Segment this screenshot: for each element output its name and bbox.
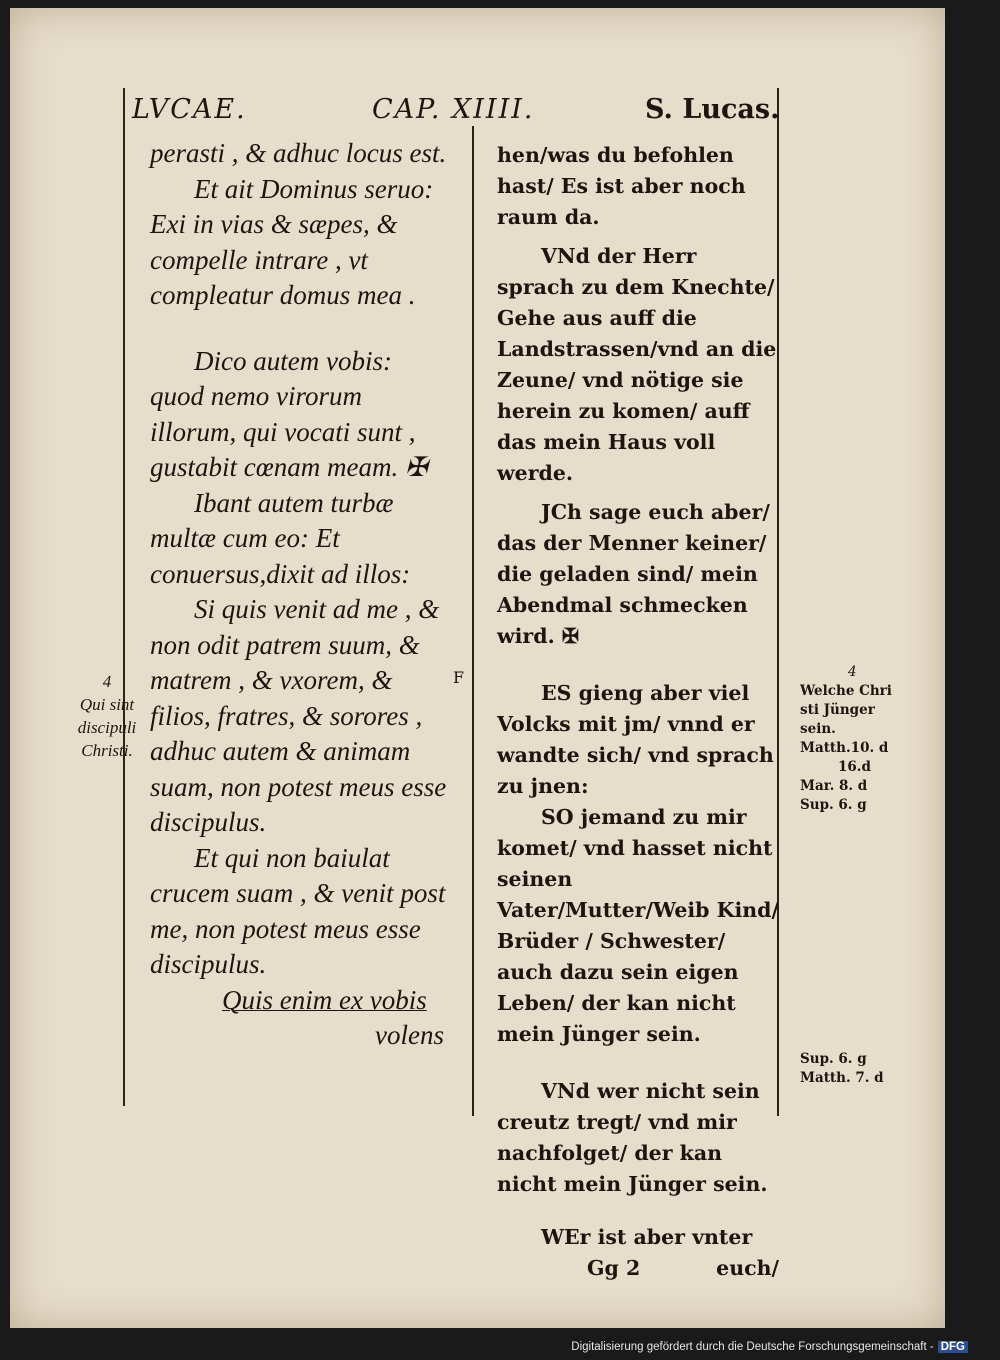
margin-note-line: Matth. 7. d — [800, 1070, 884, 1086]
latin-paragraph: Si quis venit ad me , & non odit patrem suum, & matrem , & vxorem, & filios, fratres, & sorores , adhuc autem & animam suam, non potest meus esse discipulus. — [150, 594, 447, 837]
german-paragraph: VNd der Herr sprach zu dem Knechte/ Gehe aus auff die Landstrassen/vnd an die Zeune/ vnd nötige sie herein zu komen/ auff das mein Haus voll werde. — [497, 244, 777, 485]
header-german-book: S. Lucas. — [645, 94, 780, 125]
margin-note-line: sein. — [800, 721, 836, 737]
margin-note-line: sti Jünger — [800, 702, 875, 718]
signature-mark: Gg 2 — [587, 1256, 641, 1280]
margin-note-text: Qui sint discipuli Christi. — [77, 695, 137, 760]
book-page — [10, 8, 945, 1328]
center-column-rule — [472, 126, 474, 1116]
german-paragraph: ES gieng aber viel Volcks mit jm/ vnnd er wandte sich/ vnd sprach zu jnen: — [497, 681, 774, 798]
footer-text: Digitalisierung gefördert durch die Deutsche Forschungsgemeinschaft - — [571, 1341, 934, 1353]
german-catchword: euch/ — [716, 1256, 779, 1280]
margin-note-line: Matth.10. d — [800, 740, 889, 756]
margin-note-number: 4 — [102, 672, 112, 691]
margin-note-right — [800, 663, 892, 815]
margin-note-line: Welche Chri — [800, 683, 892, 699]
german-paragraph: WEr ist aber vnter — [541, 1225, 753, 1249]
margin-note-number: 4 — [848, 664, 857, 680]
latin-paragraph: Et qui non baiulat crucem suam , & venit post me, non potest meus esse discipulus. — [150, 842, 446, 979]
left-column-rule — [123, 88, 125, 1106]
dfg-logo: DFG — [938, 1341, 968, 1353]
margin-note-line: Sup. 6. g — [800, 1051, 867, 1067]
latin-paragraph: perasti , & adhuc locus est. — [150, 138, 447, 168]
header-latin-book: LVCAE. — [132, 94, 247, 125]
gutter-mark: F — [453, 668, 465, 687]
german-paragraph: JCh sage euch aber/ das der Menner keiner/ die geladen sind/ mein Abendmal schmecken wird. ✠ — [497, 500, 770, 648]
digitization-footer — [571, 1341, 968, 1353]
margin-note-line: Mar. 8. d — [800, 778, 868, 794]
german-paragraph: VNd wer nicht sein creutz tregt/ vnd mir nachfolget/ der kan nicht mein Jünger sein. — [497, 1079, 768, 1196]
latin-paragraph: Quis enim ex vobis — [222, 984, 427, 1015]
signature-line — [497, 1253, 779, 1284]
german-column — [497, 140, 779, 1284]
latin-column — [150, 136, 450, 1054]
latin-catchword: volens — [375, 1020, 444, 1050]
german-paragraph: hen/was du befohlen hast/ Es ist aber noch raum da. — [497, 143, 746, 229]
header-chapter: CAP. XIIII. — [372, 94, 535, 125]
latin-paragraph: Dico autem vobis: quod nemo virorum illorum, qui vocati sunt , gustabit cœnam meam. ✠ — [150, 345, 428, 482]
margin-note-right-bottom — [800, 1050, 884, 1088]
margin-note-left — [72, 670, 142, 762]
latin-paragraph: Et ait Dominus seruo: Exi in vias & sæpes, & compelle intrare , vt compleatur domus mea . — [150, 173, 434, 310]
margin-note-line: Sup. 6. g — [800, 797, 867, 813]
latin-paragraph: Ibant autem turbæ multæ cum eo: Et conuersus,dixit ad illos: — [150, 487, 411, 589]
german-paragraph: SO jemand zu mir komet/ vnd hasset nicht seinen Vater/Mutter/Weib Kind/ Brüder / Schwester/ auch dazu sein eigen Leben/ der kan nicht mein Jünger sein. — [497, 805, 779, 1046]
margin-note-line: 16.d — [838, 759, 871, 775]
